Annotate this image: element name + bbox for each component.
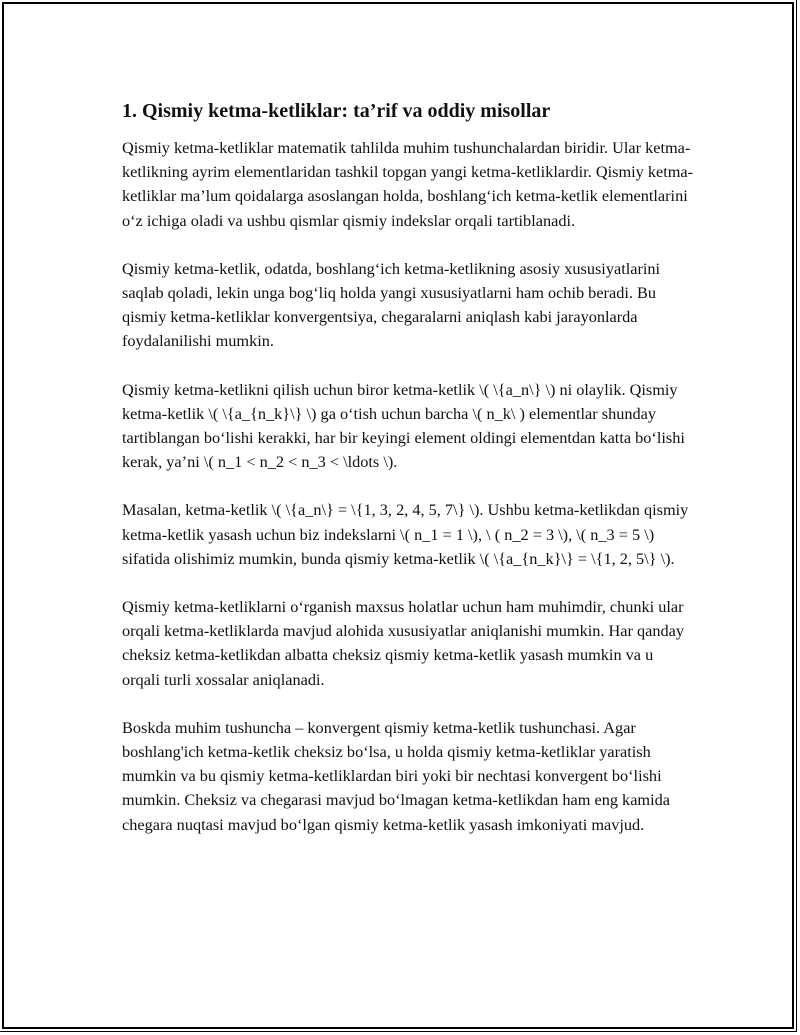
paragraph-properties: Qismiy ketma-ketlik, odatda, boshlang‘ich ketma-ketlikning asosiy xususiyatlarini saqlab qoladi, lekin unga bog‘liq holda yangi xususiyatlarni ham ochib beradi. Bu qismiy ketma-ketliklar konvergentsiya, chegaralarni aniqlash kabi jarayonlarda foydalanilishi mumkin. <box>122 258 661 351</box>
section-heading: 1. Qismiy ketma-ketliklar: ta’rif va oddiy misollar <box>122 100 551 122</box>
paragraph-convergent: Boskda muhim tushuncha – konvergent qismiy ketma-ketlik tushunchasi. Agar boshlang'ich ketma-ketlik cheksiz bo‘lsa, u holda qismiy ketma-ketliklar yaratish mumkin va bu qismiy ketma-ketliklardan biri yoki bir nechtasi konvergent bo‘lishi mumkin. Cheksiz va chegarasi mavjud bo‘lmagan ketma-ketlikdan ham eng kamida chegara nuqtasi mavjud bo‘lgan qismiy ketma-ketlik yasash imkoniyati mavjud. <box>122 717 670 834</box>
paragraph-definition: Qismiy ketma-ketliklar matematik tahlilda muhim tushunchalardan biridir. Ular ketma-ketlikning ayrim elementlaridan tashkil topgan yangi ketma-ketliklardir. Qismiy ketma-ketliklar ma’lum qoidalarga asoslangan holda, boshlang‘ich ketma-ketlik elementlarini o‘z ichiga oladi va ushbu qismlar qismiy indekslar orqali tartiblanadi. <box>122 138 694 230</box>
paragraph-construction: Qismiy ketma-ketlikni qilish uchun biror ketma-ketlik \( \{a_n\} \) ni olaylik. Qismiy ketma-ketlik \( \{a_{n_k}\} \) ga o‘tish uchun barcha \( n_k\ ) elementlar shunday tartiblangan bo‘lishi kerakki, har bir keyingi element oldingi elementdan katta bo‘lishi kerak, ya’ni \( n_1 < n_2 < n_3 < \ldots \). <box>122 379 685 472</box>
paragraph-example: Masalan, ketma-ketlik \( \{a_n\} = \{1, 3, 2, 4, 5, 7\} \). Ushbu ketma-ketlikdan qismiy ketma-ketlik yasash uchun biz indekslarni \( n_1 = 1 \), \ ( n_2 = 3 \), \( n_3 = 5 \) sifatida olishimiz mumkin, bunda qismiy ketma-ketlik \( \{a_{n_k}\} = \{1, 2, 5\} \). <box>122 500 689 568</box>
paragraph-importance: Qismiy ketma-ketliklarni o‘rganish maxsus holatlar uchun ham muhimdir, chunki ular orqali ketma-ketliklarda mavjud alohida xususiyatlar aniqlanishi mumkin. Har qanday cheksiz ketma-ketlikdan albatta cheksiz qismiy ketma-ketlik yasash mumkin va u orqali turli xossalar aniqlanadi. <box>122 597 685 689</box>
document-body <box>122 96 694 861</box>
page-frame <box>2 2 794 1029</box>
